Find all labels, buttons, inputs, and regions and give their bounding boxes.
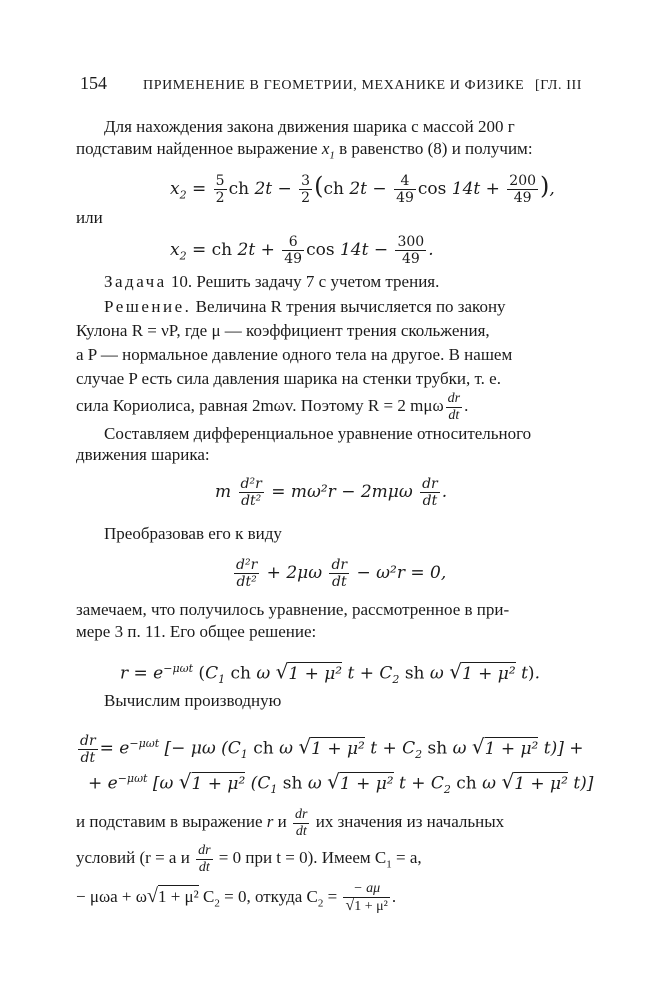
solution-line5: сила Кориолиса, равная 2mωv. Поэтому R = 2 mμω $\frac{dr}{dt}$ . bbox=[76, 390, 469, 423]
page-number: 154 bbox=[80, 73, 107, 93]
equation-general-solution: $r = e^{-\mu\omega t}$ ($C_1$ ch ω √1 + μ² $t + C_2$ sh ω √1 + μ² t). bbox=[120, 659, 540, 687]
text: = 0, откуда C bbox=[219, 887, 318, 906]
var-x1: $x_1$ bbox=[321, 139, 335, 162]
para1-line2 bbox=[76, 139, 533, 165]
text: подставим найденное выражение bbox=[76, 139, 322, 158]
para4-line2: мере 3 п. 11. Его общее решение: bbox=[76, 622, 317, 641]
para2-line1: Составляем дифференциальное уравнение относительного bbox=[104, 424, 532, 443]
chapter-label: [ГЛ. III bbox=[535, 78, 582, 93]
text: Величина R трения вычисляется по закону bbox=[191, 297, 506, 316]
equation-derivative-line1: $\frac{dr}{dt}$ = $e^{-\mu\omega t}$ [− μω ($C_1$ ch ω √1 + μ² $t + C_2$ sh ω √1 + μ² t)] + bbox=[80, 732, 584, 766]
text: = bbox=[323, 887, 342, 906]
solution-line4: случае P есть сила давления шарика на стенки трубки, т. е. bbox=[76, 369, 501, 388]
text: и bbox=[273, 812, 292, 831]
solution-line1 bbox=[104, 297, 506, 317]
para6-line2: условий (r = a и $\frac{dr}{dt}$ = 0 при t = 0). Имеем $C_1 = a$, bbox=[76, 842, 422, 875]
text: сила Кориолиса, равная 2mωv. Поэтому R = 2 mμω bbox=[76, 396, 444, 415]
solution-line3: а P — нормальное давление одного тела на другое. В нашем bbox=[76, 345, 513, 364]
text: − μωa + ω bbox=[76, 887, 147, 906]
text: условий (r = a и bbox=[76, 848, 195, 867]
para3: Преобразовав его к виду bbox=[104, 524, 282, 543]
equation-derivative-line2: + $e^{-\mu\omega t}$ [ω √1 + μ² ($C_1$ sh ω √1 + μ² $t + C_2$ ch ω √1 + μ² t)] bbox=[88, 769, 594, 797]
para5: Вычислим производную bbox=[104, 691, 282, 710]
task-10 bbox=[104, 272, 439, 292]
solution-line2: Кулона R = νP, где μ — коэффициент трения скольжения, bbox=[76, 321, 490, 340]
task-text: 10. Решить задачу 7 с учетом трения. bbox=[166, 272, 440, 291]
word-or: или bbox=[76, 208, 103, 227]
equation-motion: m $\frac{\text{d²r}}{\text{dt²}}$ = mω²r − 2mμω $\frac{dr}{dt}$ . bbox=[215, 476, 448, 509]
task-label: Задача bbox=[104, 272, 167, 291]
para6-line1: и подставим в выражение r и $\frac{dr}{dt}$ их значения из начальных bbox=[76, 806, 505, 839]
text: = 0 при t = 0). Имеем C bbox=[214, 848, 387, 867]
solution-label: Решение. bbox=[104, 297, 192, 316]
text: = a, bbox=[391, 848, 422, 867]
text: в равенство (8) и получим: bbox=[334, 139, 533, 158]
equation-x2-second: $x_2$ = ch 2t + $\frac{6}{49}$ cos 14t − $\frac{300}{49}$ . bbox=[170, 234, 434, 267]
equation-x2-first: $x_2$ = $\frac{5}{2}$ ch 2t − $\frac{3}{2}$ (ch 2t − $\frac{4}{49}$ cos 14t + $\frac{200}{49}$ ), bbox=[170, 172, 555, 206]
equation-reduced: $\frac{\text{d²r}}{\text{dt²}}$ + 2μω $\frac{dr}{dt}$ − ω²r = 0, bbox=[236, 557, 447, 590]
para2-line2: движения шарика: bbox=[76, 445, 210, 464]
text: их значения из начальных bbox=[311, 812, 505, 831]
para6-line3: − μωa + ω√1 + μ² $C_2 = 0$, откуда $C_2$ = $\frac{- a\mu}{\text{√1 + μ²}}$ . bbox=[76, 881, 397, 915]
var-r: r bbox=[266, 812, 274, 831]
running-title: ПРИМЕНЕНИЕ В ГЕОМЕТРИИ, МЕХАНИКЕ И ФИЗИКЕ bbox=[143, 78, 525, 93]
para1-line1: Для нахождения закона движения шарика с массой 200 г bbox=[104, 117, 515, 136]
text: C bbox=[198, 887, 215, 906]
para4-line1: замечаем, что получилось уравнение, рассмотренное в при- bbox=[76, 600, 510, 619]
sqrt-term: 1 + μ² bbox=[157, 887, 199, 906]
text: и подставим в выражение bbox=[76, 812, 267, 831]
